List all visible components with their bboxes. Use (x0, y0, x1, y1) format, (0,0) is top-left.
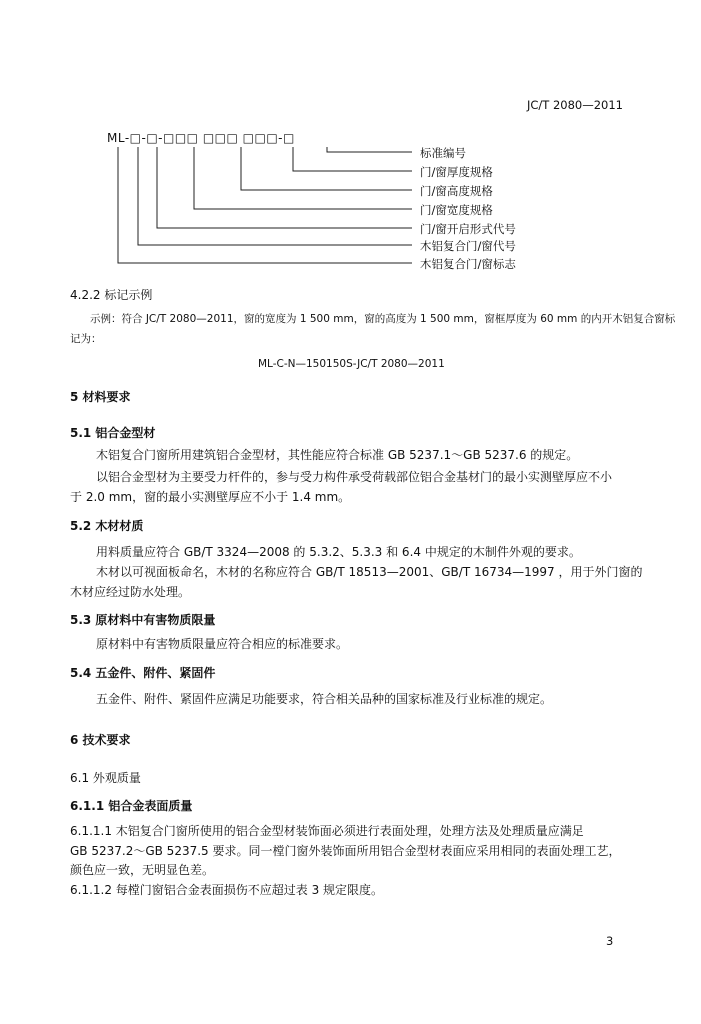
connector-line (241, 147, 412, 190)
paragraph-line: 用料质量应符合 GB/T 3324—2008 的 5.3.2、5.3.3 和 6.4 中规定的木制件外观的要求。 (96, 545, 581, 559)
connector-line (327, 147, 412, 152)
section-heading-6-1: 6.1 外观质量 (70, 771, 141, 785)
paragraph-line: 6.1.1.1 木铝复合门窗所使用的铝合金型材装饰面必须进行表面处理，处理方法及处理质量应满足 (70, 824, 584, 838)
marking-label: 门/窗高度规格 (420, 184, 493, 198)
connector-line (138, 147, 412, 245)
connector-line (157, 147, 412, 228)
paragraph-line: GB 5237.2～GB 5237.5 要求。同一樘门窗外装饰面所用铝合金型材表面应采用相同的表面处理工艺， (70, 844, 621, 858)
marking-label: 木铝复合门/窗标志 (420, 257, 516, 271)
paragraph-line: 6.1.1.2 每樘门窗铝合金表面损伤不应超过表 3 规定限度。 (70, 883, 384, 897)
example-text-line: 记为： (70, 333, 102, 345)
section-heading-5-4: 5.4 五金件、附件、紧固件 (70, 666, 216, 680)
paragraph-line: 原材料中有害物质限量应符合相应的标准要求。 (96, 637, 349, 651)
paragraph-line: 木材应经过防水处理。 (70, 585, 191, 599)
paragraph-line: 以铝合金型材为主要受力杆件的，参与受力构件承受荷载部位铝合金基材门的最小实测壁厚应不小 (96, 470, 613, 484)
paragraph-line: 木铝复合门窗所用建筑铝合金型材，其性能应符合标准 GB 5237.1～GB 5237.6 的规定。 (96, 448, 579, 462)
connector-line (118, 147, 412, 263)
example-marking-code: ML-C-N—150150S-JC/T 2080—2011 (258, 358, 445, 370)
marking-label: 门/窗厚度规格 (420, 165, 493, 179)
marking-label: 门/窗开启形式代号 (420, 222, 516, 236)
connector-line (194, 147, 412, 209)
connector-line (293, 147, 412, 171)
paragraph-line: 木材以可视面板命名，木材的名称应符合 GB/T 18513—2001、GB/T 16734—1997 ，用于外门窗的 (96, 565, 643, 579)
section-heading-5: 5 材料要求 (70, 390, 131, 404)
section-heading-5-2: 5.2 木材材质 (70, 519, 144, 533)
page-number: 3 (606, 934, 614, 948)
marking-label: 木铝复合门/窗代号 (420, 239, 516, 253)
marking-connector-lines (0, 0, 701, 300)
section-heading-6-1-1: 6.1.1 铝合金表面质量 (70, 799, 193, 813)
paragraph-line: 颜色应一致，无明显色差。 (70, 863, 215, 877)
section-heading-4-2-2: 4.2.2 标记示例 (70, 288, 153, 302)
paragraph-line: 五金件、附件、紧固件应满足功能要求，符合相关品种的国家标准及行业标准的规定。 (96, 692, 553, 706)
paragraph-line: 于 2.0 mm，窗的最小实测壁厚应不小于 1.4 mm。 (70, 490, 351, 504)
marking-label: 标准编号 (420, 146, 466, 160)
marking-code-template: ML-□-□-□□□ □□□ □□□-□ (107, 131, 295, 145)
marking-label: 门/窗宽度规格 (420, 203, 493, 217)
section-heading-5-3: 5.3 原材料中有害物质限量 (70, 613, 216, 627)
section-heading-5-1: 5.1 铝合金型材 (70, 426, 156, 440)
standard-number-header: JC/T 2080—2011 (526, 98, 623, 112)
example-text-line: 示例：符合 JC/T 2080—2011，窗的宽度为 1 500 mm，窗的高度为 1 500 mm，窗框厚度为 60 mm 的内开木铝复合窗标 (90, 313, 676, 325)
section-heading-6: 6 技术要求 (70, 733, 131, 747)
